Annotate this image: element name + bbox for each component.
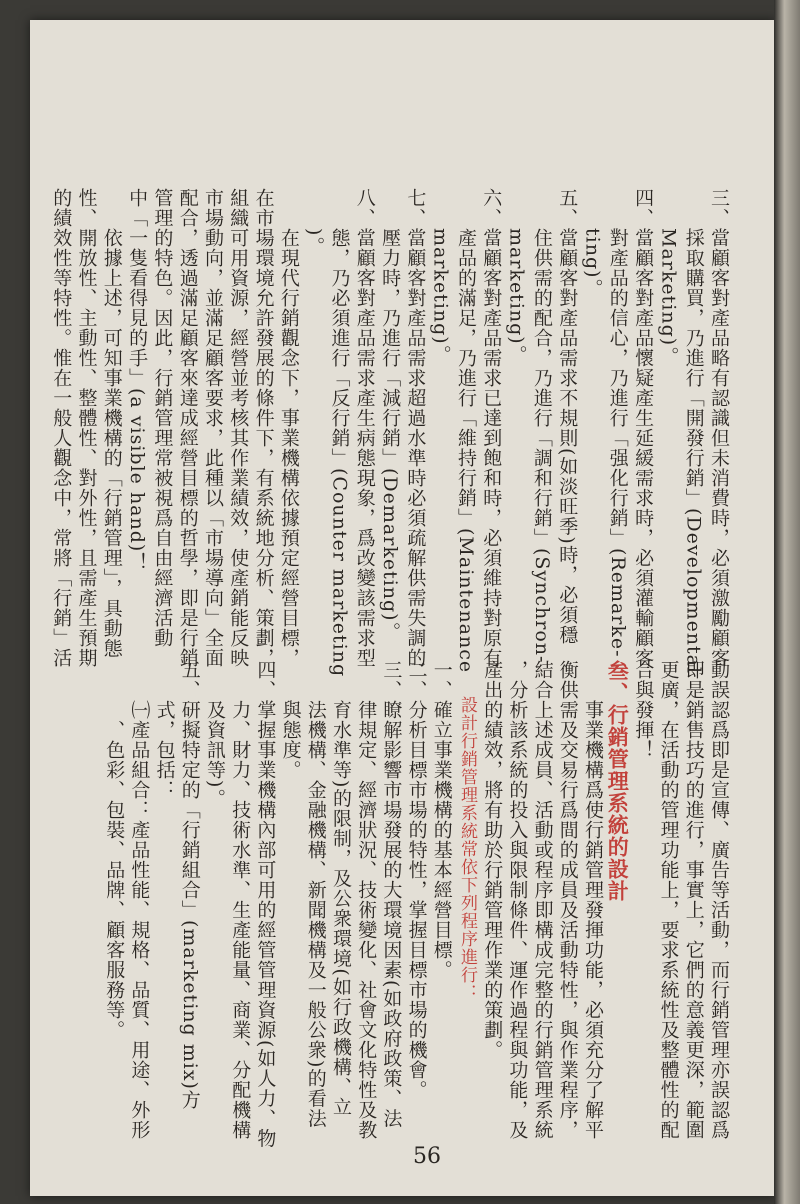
text-column: 採取購買，乃進行「開發行銷」(Developmental — [682, 188, 705, 675]
text-column: 的績效性等特性。惟在一般人觀念中，常將「行銷」活 — [50, 188, 73, 668]
text-column: 衡供需及交易行爲間的成員及活動特性，與作業程序， — [556, 660, 579, 1140]
text-column: 四、當顧客對產品懷疑產生延緩需求時，必須灌輸顧客 — [632, 188, 655, 668]
text-column: 組織可用資源，經營並考核其作業績效，使產銷能反映 — [227, 188, 250, 668]
text-column: 在市場環境允許發展的條件下，有系統地分析、策劃， — [252, 188, 275, 668]
text-column: 即是銷售技巧的進行，事實上，它們的意義更深，範圍 — [682, 660, 705, 1140]
section-heading: 叁、行銷管理系統的設計 — [605, 660, 631, 902]
text-column: 住供需的配合，乃進行「調和行銷」(Synchron- — [530, 188, 553, 664]
text-column: 合與發揮！ — [632, 660, 655, 760]
text-column: 中「一隻看得見的手」(a visible hand)！ — [126, 188, 149, 573]
text-column: 及資訊等)。 — [204, 660, 226, 809]
text-column: 產品的滿足，乃進行「維持行銷」(Maintenance — [455, 188, 477, 674]
text-column: 育水準等)的限制，及公衆環境(如行政機構、立 — [330, 660, 352, 1117]
book-spine — [774, 0, 800, 1204]
text-column: 事業機構爲使行銷管理發揮功能，必須充分了解平 — [582, 660, 604, 1140]
text-column: ting)。 — [581, 188, 604, 299]
text-column: 市場動向，並滿足顧客要求，此種以「市場導向」全面 — [202, 188, 224, 668]
text-column: marketing)。 — [429, 188, 452, 365]
text-column: 一、確立事業機構的基本經營目標。 — [430, 660, 453, 980]
text-column: marketing)。 — [505, 188, 528, 365]
text-column: 動誤認爲即是宣傳、廣告等活動，而行銷管理亦誤認爲 — [708, 660, 730, 1140]
text-column: )。 — [303, 188, 326, 257]
text-column: 更廣，在活動的管理功能上，要求系統性及整體性的配 — [657, 660, 680, 1140]
text-column: 八、當顧客對產品需求產生病態現象，爲改變該需求型 — [353, 188, 376, 668]
text-column: 式，包括： — [153, 660, 176, 800]
text-column: 六、當顧客對產品需求已達到飽和時，必須維持對原有 — [480, 188, 503, 668]
section-subheading: 設計行銷管理系統常依下列程序進行： — [457, 660, 477, 1002]
text-column: 、色彩、包裝、品牌、顧客服務等。 — [103, 660, 126, 1040]
text-column: 法機構、金融機構、新聞機構及一般公衆)的看法 — [304, 660, 327, 1129]
text-column: 產出的績效，將有助於行銷管理作業的策劃。 — [481, 660, 504, 1060]
text-column: 三、瞭解影響市場發展的大環境因素(如政府政策、法 — [380, 660, 403, 1129]
text-column: 七、當顧客對產品需求超過水準時必須疏解供需失調的 — [404, 188, 427, 668]
page-number: 56 — [413, 1144, 441, 1169]
text-column: ㈠產品組合：產品性能、規格、品質、用途、外形 — [128, 660, 151, 1140]
text-column: 管理的特色。因此，行銷管理常被視爲自由經濟活動 — [151, 188, 174, 648]
text-column: 配合，透過滿足顧客來達成經營目標的哲學，即是行銷 — [176, 188, 199, 668]
text-column: 在現代行銷觀念下，事業機構依據預定經營目標， — [277, 188, 300, 668]
text-column: Marketing)。 — [657, 188, 680, 367]
text-column: 結合上述成員、活動或程序即構成完整的行銷管理系統 — [531, 660, 554, 1140]
text-column: ，分析該系統的投入與限制條件、運作過程與功能，及 — [506, 660, 529, 1140]
text-column: 五、研擬特定的「行銷組合」(marketing mix)方 — [178, 660, 201, 1110]
text-column: 律規定、經濟狀況、技術變化、社會文化特性及教 — [355, 660, 378, 1140]
text-column: 對產品的信心，乃進行「强化行銷」(Remarke- — [606, 188, 629, 658]
text-column: 二、分析目標市場的特性，掌握目標市場的機會。 — [405, 660, 428, 1100]
text-column: 力、財力、技術水準、生產能量、商業、分配機構 — [229, 660, 252, 1140]
text-column: 與態度。 — [279, 660, 302, 780]
text-column: 壓力時，乃進行「減行銷」(Demarketing)。 — [379, 188, 402, 642]
text-column: 三、當顧客對產品略有認識但未消費時，必須激勵顧客 — [708, 188, 730, 668]
book-page — [30, 20, 775, 1196]
text-column: 態，乃必須進行「反行銷」(Counter marketing — [328, 188, 351, 678]
text-column: 性、開放性、主動性、整體性、對外性，且需產生預期 — [75, 188, 98, 668]
text-column: 依據上述，可知事業機構的「行銷管理」，具動態 — [100, 188, 123, 659]
text-column: 五、當顧客對產品需求不規則(如淡旺季)時，必須穩 — [556, 188, 579, 645]
text-column: 四、掌握事業機構內部可用的經管管理資源(如人力、物 — [254, 660, 277, 1149]
